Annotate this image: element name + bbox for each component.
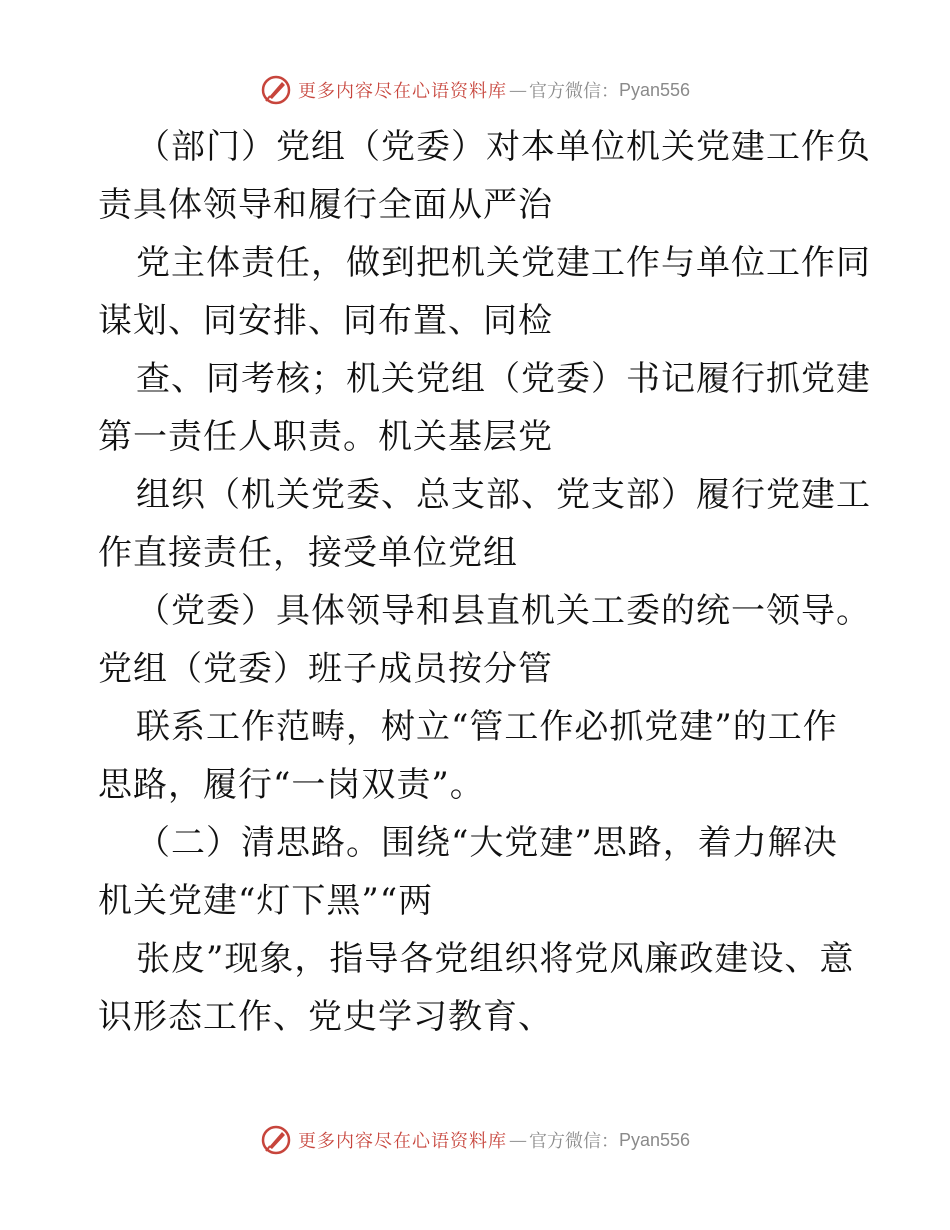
body-line: 第一责任人职责。机关基层党 — [98, 417, 553, 457]
body-line: 谋划、同安排、同布置、同检 — [98, 301, 553, 341]
body-line: 张皮”现象，指导各党组织将党风廉政建设、意 — [136, 939, 855, 979]
body-line: 识形态工作、党史学习教育、 — [98, 997, 553, 1037]
body-line: 党组（党委）班子成员按分管 — [98, 649, 553, 689]
body-line: 查、同考核；机关党组（党委）书记履行抓党建 — [136, 359, 871, 399]
wechat-id: Pyan556 — [618, 79, 691, 100]
header-banner — [0, 70, 950, 110]
wechat-id: Pyan556 — [618, 1129, 691, 1150]
body-line: （二）清思路。围绕“大党建”思路，着力解决 — [136, 823, 838, 863]
document-body — [98, 118, 871, 1046]
wechat-label: 官方微信： — [528, 1131, 619, 1152]
body-line: 组织（机关党委、总支部、党支部）履行党建工 — [136, 475, 871, 515]
banner-title: 更多内容尽在心语资料库 — [297, 81, 507, 102]
body-line: 思路，履行“一岗双责”。 — [98, 765, 485, 805]
quill-pen-logo-icon — [260, 1124, 292, 1156]
body-line: （部门）党组（党委）对本单位机关党建工作负 — [136, 127, 871, 167]
footer-banner — [0, 1120, 950, 1160]
body-line: 联系工作范畴，树立“管工作必抓党建”的工作 — [136, 707, 838, 747]
body-line: 机关党建“灯下黑”“两 — [98, 881, 434, 921]
body-line: 责具体领导和履行全面从严治 — [98, 185, 553, 225]
banner-title: 更多内容尽在心语资料库 — [297, 1131, 507, 1152]
quill-pen-logo-icon — [260, 74, 292, 106]
body-line: 党主体责任，做到把机关党建工作与单位工作同 — [136, 243, 871, 283]
banner-dash: — — [508, 1129, 527, 1151]
body-line: （党委）具体领导和县直机关工委的统一领导。 — [136, 591, 871, 631]
wechat-label: 官方微信： — [528, 81, 619, 102]
body-line: 作直接责任，接受单位党组 — [98, 533, 518, 573]
banner-dash: — — [508, 79, 527, 101]
